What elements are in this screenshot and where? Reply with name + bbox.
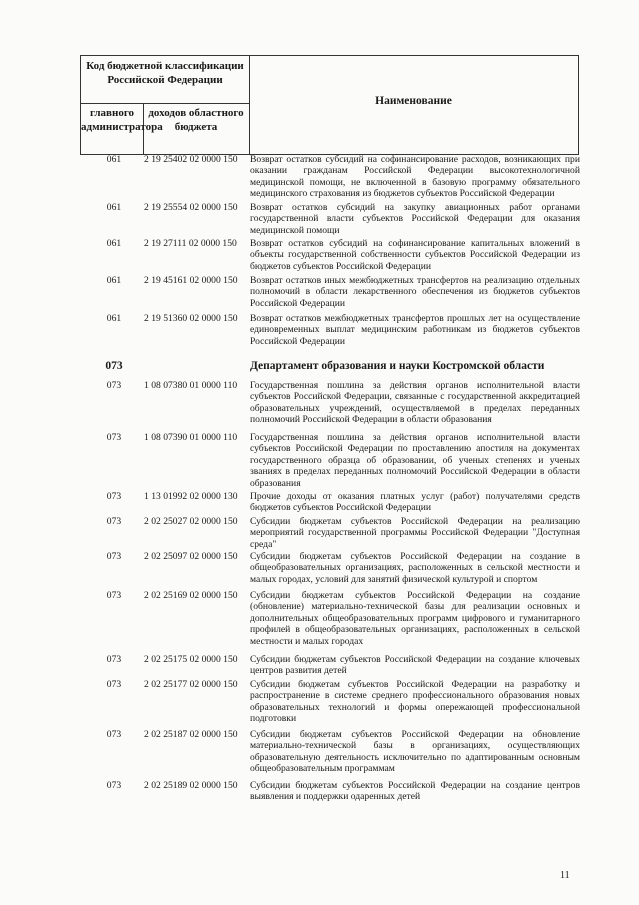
admin-code: 073: [106, 590, 122, 601]
revenue-code: 2 19 51360 02 0000 150: [144, 313, 238, 324]
header-name: Наименование: [375, 95, 452, 107]
revenue-name: Субсидии бюджетам субъектов Российской Федерации на разработку и распространение в системе среднего профессионального образования новых образовательных технологий и формы опережающей профессиональной подготовки: [250, 679, 580, 725]
revenue-code: 2 02 25175 02 0000 150: [144, 654, 238, 665]
revenue-name: Субсидии бюджетам субъектов Российской Федерации на создание в общеобразовательных организациях, расположенных в сельской местности и малых городах, условий для занятий физической культурой и спортом: [250, 551, 580, 585]
admin-code: 073: [106, 780, 122, 791]
admin-code: 061: [106, 202, 122, 213]
revenue-code: 2 02 25177 02 0000 150: [144, 679, 238, 690]
revenue-name: Возврат остатков межбюджетных трансфертов прошлых лет на осуществление единовременных выплат медицинским работникам из бюджетов субъектов Российской Федерации: [250, 313, 580, 347]
header-revenue: доходов областного бюджета: [148, 107, 244, 133]
admin-code: 073: [106, 491, 122, 502]
revenue-name: Субсидии бюджетам субъектов Российской Федерации на создание (обновление) материально-технической базы для реализации основных и дополнительных общеобразовательных программ цифрового и гуманитарного профилей в общеобразовательных организациях, расположенных в сельской местности и малых городах: [250, 590, 580, 647]
revenue-name: Возврат остатков субсидий на софинансирование капитальных вложений в объекты государственной собственности субъектов Российской Федерации из бюджетов субъектов Российской Федерации: [250, 238, 580, 272]
admin-code: 073: [106, 432, 122, 443]
revenue-code: 1 13 01992 02 0000 130: [144, 491, 238, 502]
page-number: 11: [560, 870, 570, 881]
revenue-code: 2 02 25187 02 0000 150: [144, 729, 238, 740]
revenue-name: Возврат остатков субсидий на закупку авиационных работ органами государственной власти субъектов Российской Федерации для оказания медицинской помощи: [250, 202, 580, 236]
department-admin-code: 073: [105, 360, 123, 372]
header-bk-code: Код бюджетной классификации Российской Федерации: [86, 60, 244, 86]
table-header: [80, 55, 579, 155]
admin-code: 073: [106, 551, 122, 562]
admin-code: 073: [106, 679, 122, 690]
admin-code: 073: [106, 654, 122, 665]
revenue-code: 2 19 27111 02 0000 150: [144, 238, 237, 249]
revenue-name: Субсидии бюджетам субъектов Российской Федерации на реализацию мероприятий государственной программы Российской Федерации "Доступная среда": [250, 516, 580, 550]
revenue-code: 2 19 45161 02 0000 150: [144, 275, 238, 286]
revenue-code: 1 08 07390 01 0000 110: [144, 432, 238, 443]
revenue-code: 2 02 25169 02 0000 150: [144, 590, 238, 601]
admin-code: 073: [106, 516, 122, 527]
revenue-name: Возврат остатков субсидий на софинансирование расходов, возникающих при оказании гражданам Российской Федерации высокотехнологичной медицинской помощи, не включенной в базовую программу обязательного медицинского страхования из бюджетов субъектов Российской Федерации: [250, 154, 580, 200]
department-name: Департамент образования и науки Костромской области: [250, 360, 545, 372]
header-chief-admin: главного администратора: [81, 107, 163, 133]
revenue-code: 2 02 25097 02 0000 150: [144, 551, 238, 562]
revenue-code: 2 02 25027 02 0000 150: [144, 516, 238, 527]
revenue-name: Прочие доходы от оказания платных услуг (работ) получателями средств бюджетов субъектов Российской Федерации: [250, 491, 580, 514]
revenue-name: Государственная пошлина за действия органов исполнительной власти субъектов Российской Федерации, связанные с государственной аккредитацией образовательных учреждений, осуществляемой в пределах переданных полномочий Российской Федерации в области образования: [250, 380, 580, 426]
revenue-name: Субсидии бюджетам субъектов Российской Федерации на обновление материально-технической базы в организациях, осуществляющих образовательную деятельность исключительно по адаптированным основным общеобразовательным программам: [250, 729, 580, 775]
revenue-code: 2 02 25189 02 0000 150: [144, 780, 238, 791]
header-divider: [81, 103, 249, 104]
admin-code: 073: [106, 380, 122, 391]
revenue-code: 1 08 07380 01 0000 110: [144, 380, 238, 391]
revenue-code: 2 19 25402 02 0000 150: [144, 154, 238, 165]
revenue-name: Государственная пошлина за действия органов исполнительной власти субъектов Российской Федерации по проставлению апостиля на документах государственного образца об образовании, об ученых степенях и ученых званиях в пределах переданных полномочий Российской Федерации в области образования: [250, 432, 580, 489]
revenue-code: 2 19 25554 02 0000 150: [144, 202, 238, 213]
admin-code: 061: [106, 154, 122, 165]
revenue-name: Субсидии бюджетам субъектов Российской Федерации на создание ключевых центров развития детей: [250, 654, 580, 677]
admin-code: 061: [106, 238, 122, 249]
revenue-name: Возврат остатков иных межбюджетных трансфертов на реализацию отдельных полномочий в области лекарственного обеспечения из бюджетов субъектов Российской Федерации: [250, 275, 580, 309]
admin-code: 073: [106, 729, 122, 740]
admin-code: 061: [106, 275, 122, 286]
revenue-name: Субсидии бюджетам субъектов Российской Федерации на создание центров выявления и поддержки одаренных детей: [250, 780, 580, 803]
admin-code: 061: [106, 313, 122, 324]
